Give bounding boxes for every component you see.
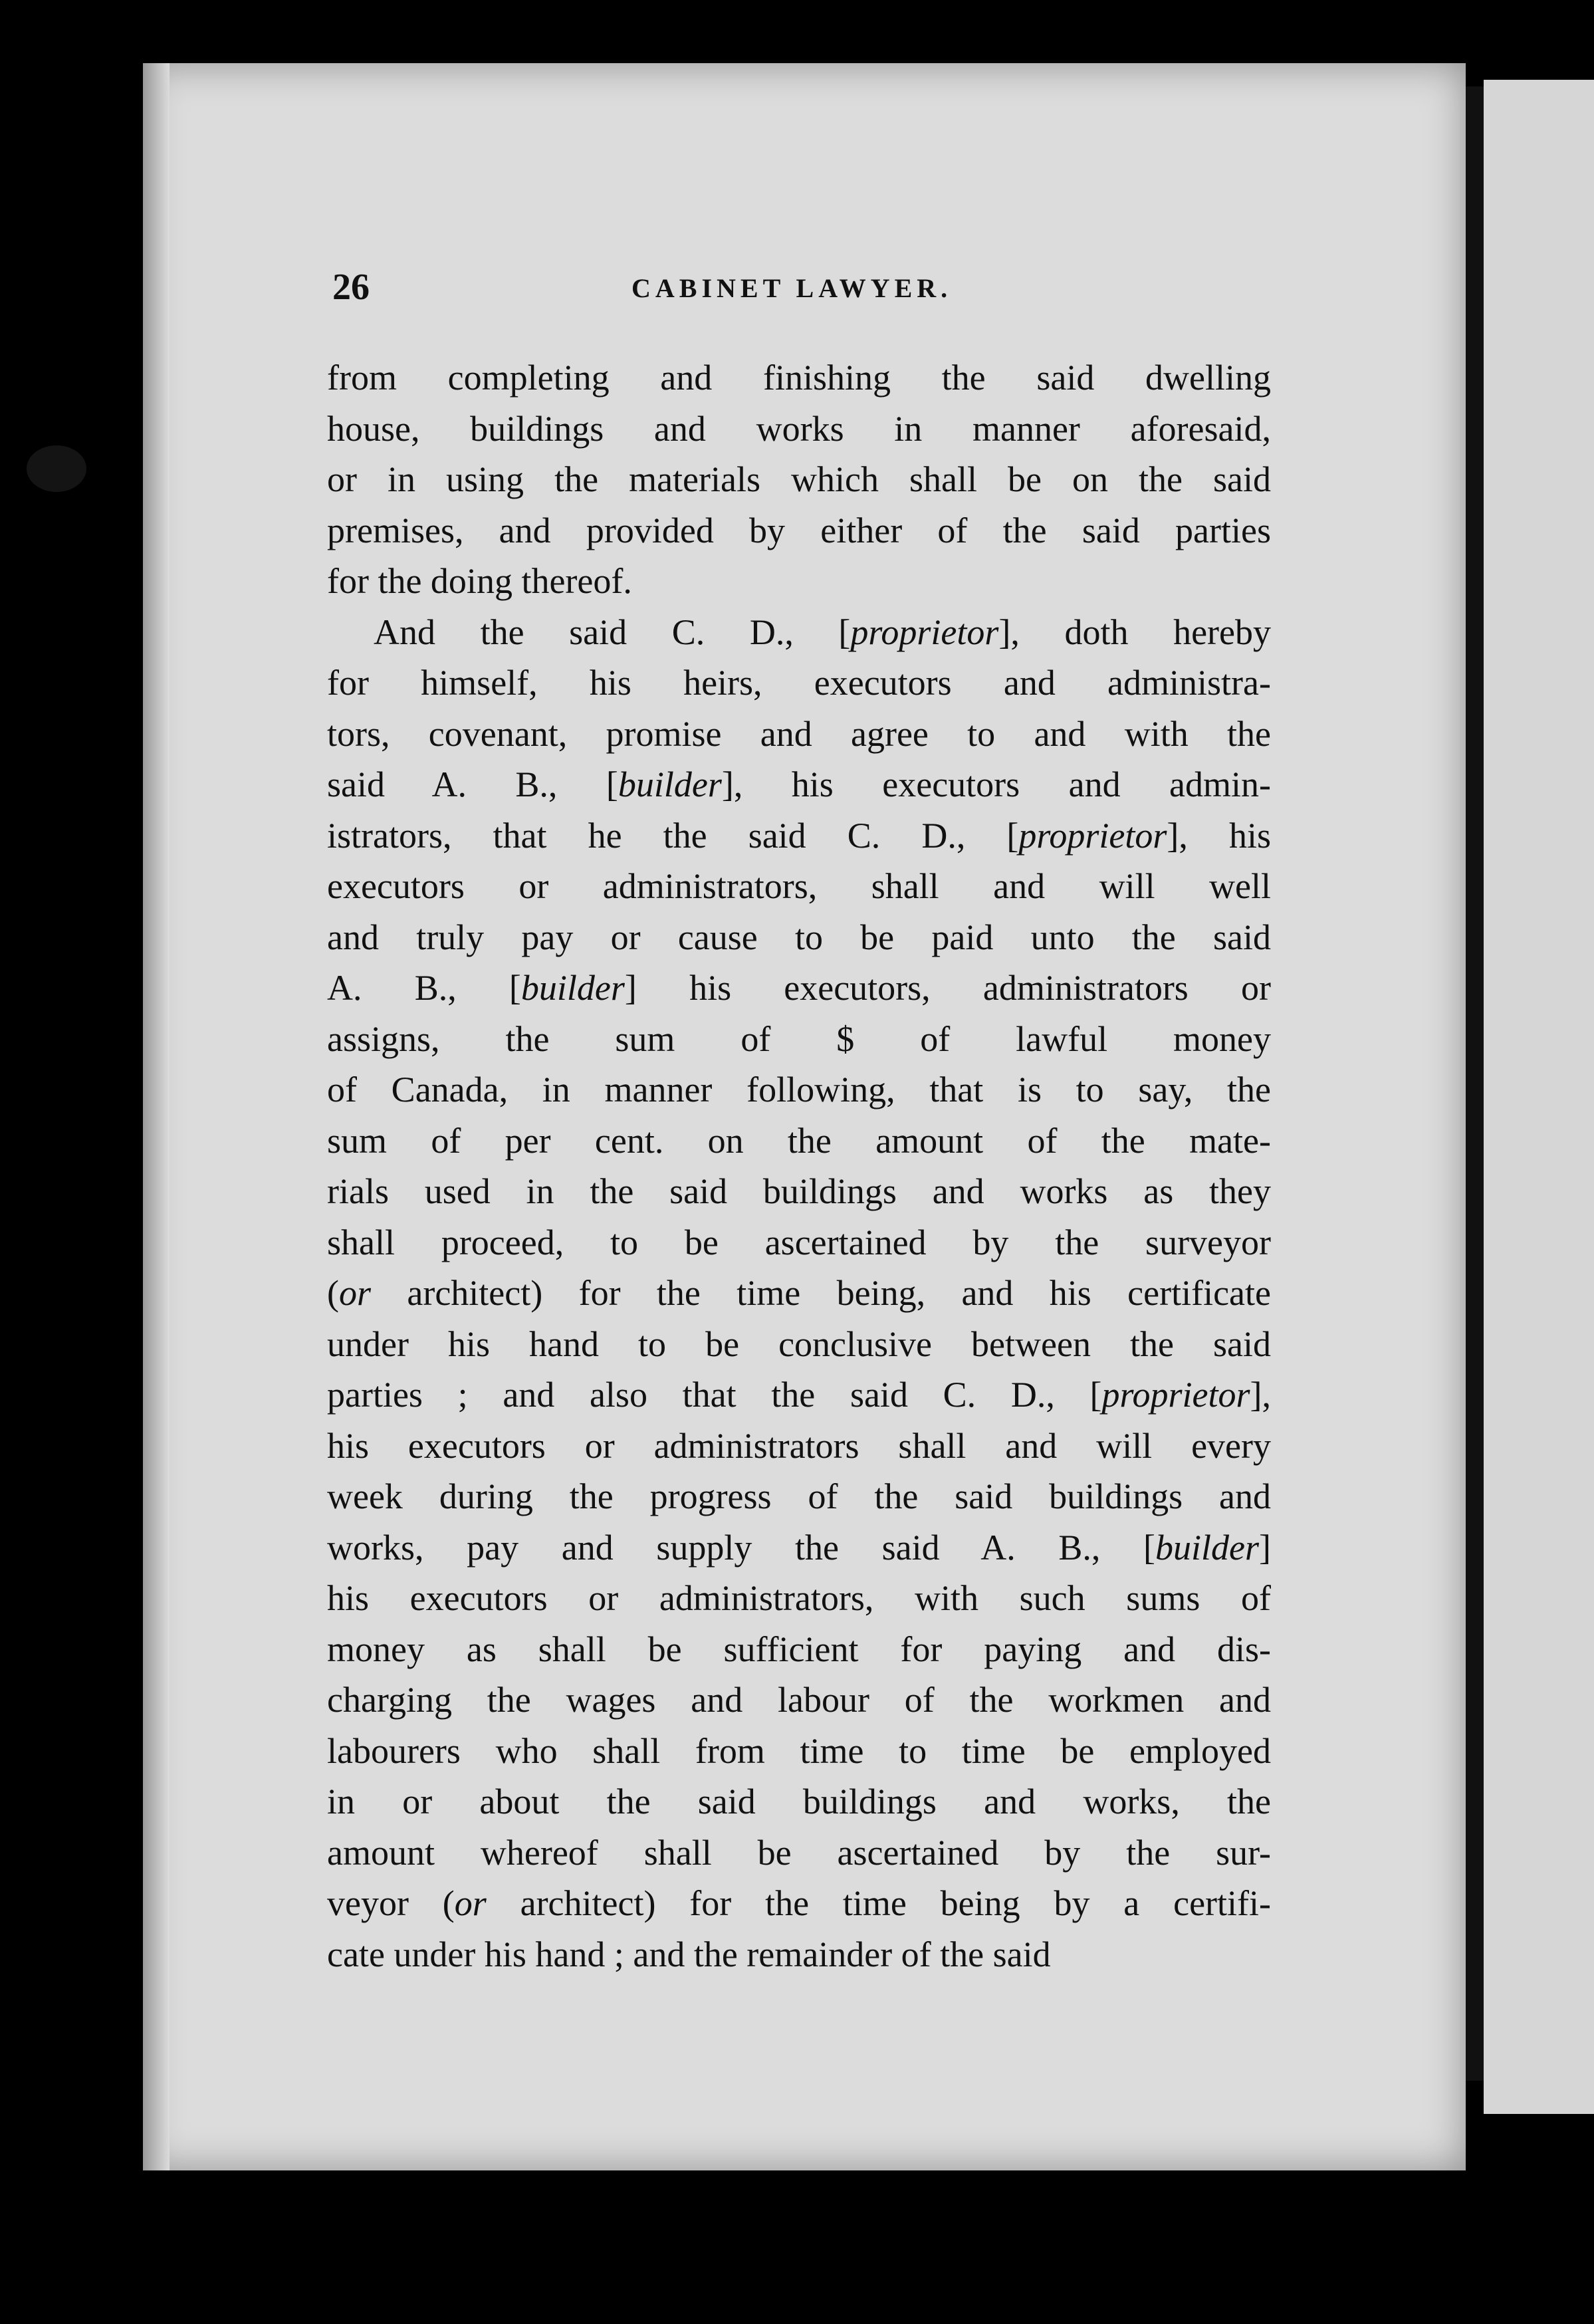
text-line: (or architect) for the time being, and his certificate — [327, 1273, 1271, 1313]
text-line: money as shall be sufficient for paying and dis- — [327, 1629, 1271, 1669]
page-binding-shadow — [143, 63, 170, 2170]
text-line: executors or administrators, shall and will well — [327, 866, 1271, 906]
page-number: 26 — [332, 267, 370, 308]
text-line: his executors or administrators shall and will every — [327, 1425, 1271, 1466]
text-line: under his hand to be conclusive between the said — [327, 1324, 1271, 1364]
ink-smudge — [27, 445, 86, 492]
text-line: or in using the materials which shall be on the said — [327, 459, 1271, 499]
text-line: works, pay and supply the said A. B., [builder] — [327, 1527, 1271, 1568]
facing-page-edge — [1484, 80, 1594, 2114]
text-line: of Canada, in manner following, that is to say, the — [327, 1070, 1271, 1109]
text-line: charging the wages and labour of the workmen and — [327, 1680, 1271, 1720]
text-line: A. B., [builder] his executors, administrators or — [327, 968, 1271, 1008]
text-line: week during the progress of the said buildings and — [327, 1476, 1271, 1516]
text-line: for the doing thereof. — [327, 561, 632, 601]
text-line: in or about the said buildings and works, the — [327, 1782, 1271, 1821]
text-line: cate under his hand ; and the remainder of the said — [327, 1934, 1051, 1974]
text-line: shall proceed, to be ascertained by the surveyor — [327, 1222, 1271, 1262]
text-line: istrators, that he the said C. D., [proprietor], his — [327, 815, 1271, 856]
text-line: said A. B., [builder], his executors and admin- — [327, 764, 1271, 804]
text-line: labourers who shall from time to time be employed — [327, 1730, 1271, 1771]
body-text — [327, 352, 1271, 1980]
text-line: tors, covenant, promise and agree to and with the — [327, 713, 1271, 754]
text-line: rials used in the said buildings and works as they — [327, 1171, 1271, 1211]
text-line: premises, and provided by either of the said parties — [327, 510, 1271, 550]
text-line: And the said C. D., [proprietor], doth hereby — [374, 612, 1272, 652]
text-line: amount whereof shall be ascertained by the sur- — [327, 1832, 1271, 1873]
page-header — [332, 266, 1276, 319]
paragraph — [327, 352, 1271, 607]
running-head: CABINET LAWYER. — [631, 273, 953, 303]
text-line: parties ; and also that the said C. D., [proprietor], — [327, 1375, 1271, 1415]
text-line: veyor (or architect) for the time being by a certifi- — [327, 1883, 1271, 1923]
text-line: assigns, the sum of $ of lawful money — [327, 1018, 1271, 1059]
text-line: house, buildings and works in manner aforesaid, — [327, 408, 1271, 449]
text-line: and truly pay or cause to be paid unto the said — [327, 917, 1271, 957]
text-line: his executors or administrators, with such sums of — [327, 1578, 1271, 1618]
text-line: from completing and finishing the said dwelling — [327, 358, 1271, 398]
text-line: sum of per cent. on the amount of the mate- — [327, 1120, 1271, 1161]
text-line: for himself, his heirs, executors and administra- — [327, 663, 1271, 703]
paragraph — [327, 607, 1271, 1980]
